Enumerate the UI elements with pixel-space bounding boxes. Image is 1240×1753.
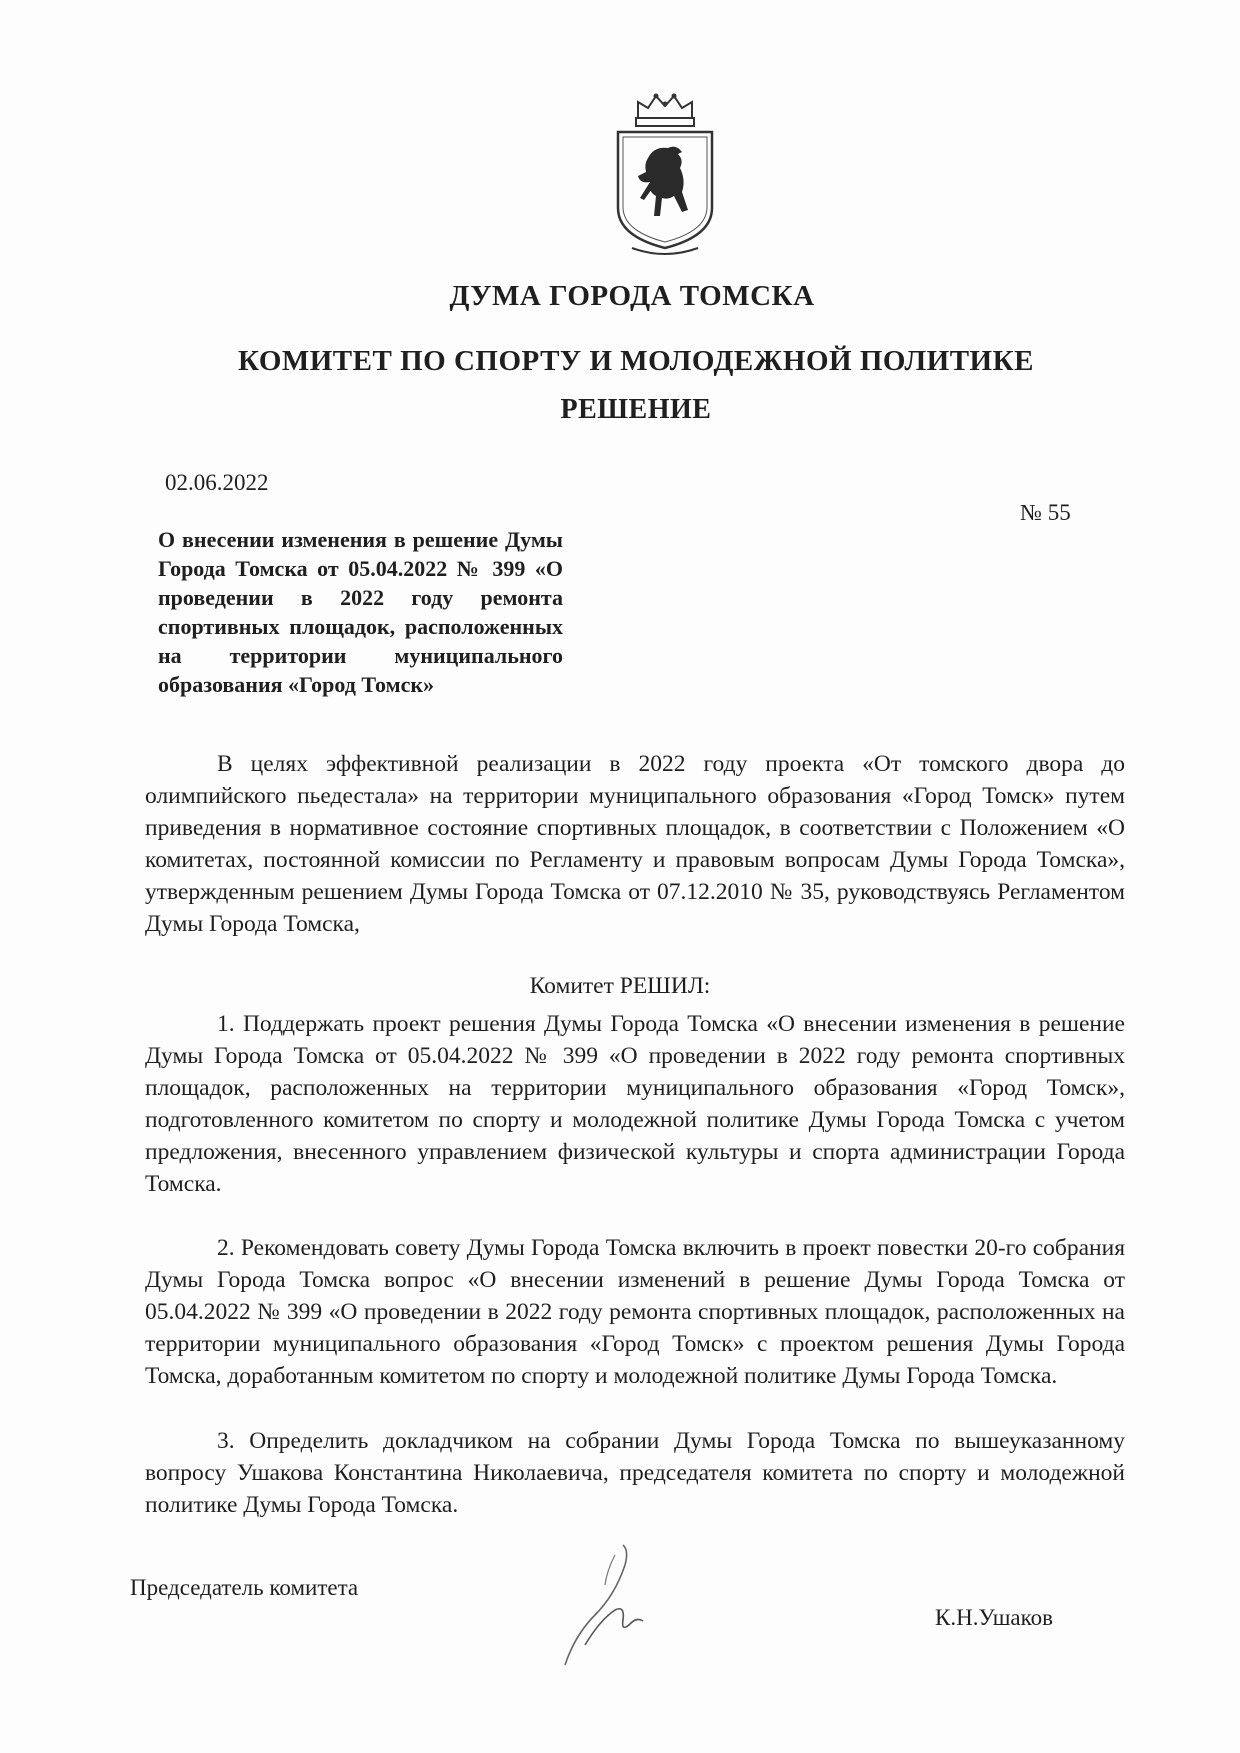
signatory-title: Председатель комитета	[130, 1575, 359, 1600]
coat-of-arms-icon	[610, 88, 720, 260]
resolution-item-3	[145, 1425, 1125, 1521]
document-subject: О внесении изменения в решение Думы Города Томска от 05.04.2022 № 399 «О проведении в 2022 году ремонта спортивных площадок, расположенных на территории муниципального образования «Город Томск»	[158, 527, 563, 697]
committee-title: КОМИТЕТ ПО СПОРТУ И МОЛОДЕЖНОЙ ПОЛИТИКЕ	[238, 345, 1034, 377]
resolution-item-2-text: 2. Рекомендовать совету Думы Города Томска включить в проект повестки 20-го собрания Думы Города Томска вопрос «О внесении изменений в решение Думы Города Томска от 05.04.2022 № 399 «О проведении в 2022 году ремонта спортивных площадок, расположенных на территории муниципального образования «Город Томск» с проектом решения Думы Города Томска, доработанным комитетом по спорту и молодежной политике Думы Города Томска.	[145, 1235, 1125, 1389]
handwritten-signature-icon	[545, 1525, 695, 1675]
resolution-item-2	[145, 1232, 1125, 1392]
intro-paragraph	[145, 748, 1125, 940]
intro-text: В целях эффективной реализации в 2022 году проекта «От томского двора до олимпийского пьедестала» на территории муниципального образования «Город Томск» путем приведения в нормативное состояние спортивных площадок, в соответствии с Положением «О комитетах, постоянной комиссии по Регламенту и правовым вопросам Думы Города Томска», утвержденным решением Думы Города Томска от 07.12.2010 № 35, руководствуясь Регламентом Думы Города Томска,	[145, 751, 1125, 937]
resolution-item-3-text: 3. Определить докладчиком на собрании Думы Города Томска по вышеуказанному вопросу Ушакова Константина Николаевича, председателя комитета по спорту и молодежной политике Думы Города Томска.	[145, 1428, 1125, 1518]
resolution-item-1-text: 1. Поддержать проект решения Думы Города Томска «О внесении изменения в решение Думы Города Томска от 05.04.2022 № 399 «О проведении в 2022 году ремонта спортивных площадок, расположенных на территории муниципального образования «Город Томск», подготовленного комитетом по спорту и молодежной политике Думы Города Томска с учетом предложения, внесенного управлением физической культуры и спорта администрации Города Томска.	[145, 1011, 1125, 1197]
resolved-heading: Комитет РЕШИЛ:	[529, 973, 711, 999]
organization-title: ДУМА ГОРОДА ТОМСКА	[449, 280, 815, 312]
document-type-title: РЕШЕНИЕ	[560, 394, 712, 425]
document-date: 02.06.2022	[165, 470, 269, 495]
resolution-item-1	[145, 1008, 1125, 1200]
signatory-name: К.Н.Ушаков	[935, 1605, 1053, 1630]
document-number: № 55	[1020, 500, 1071, 525]
